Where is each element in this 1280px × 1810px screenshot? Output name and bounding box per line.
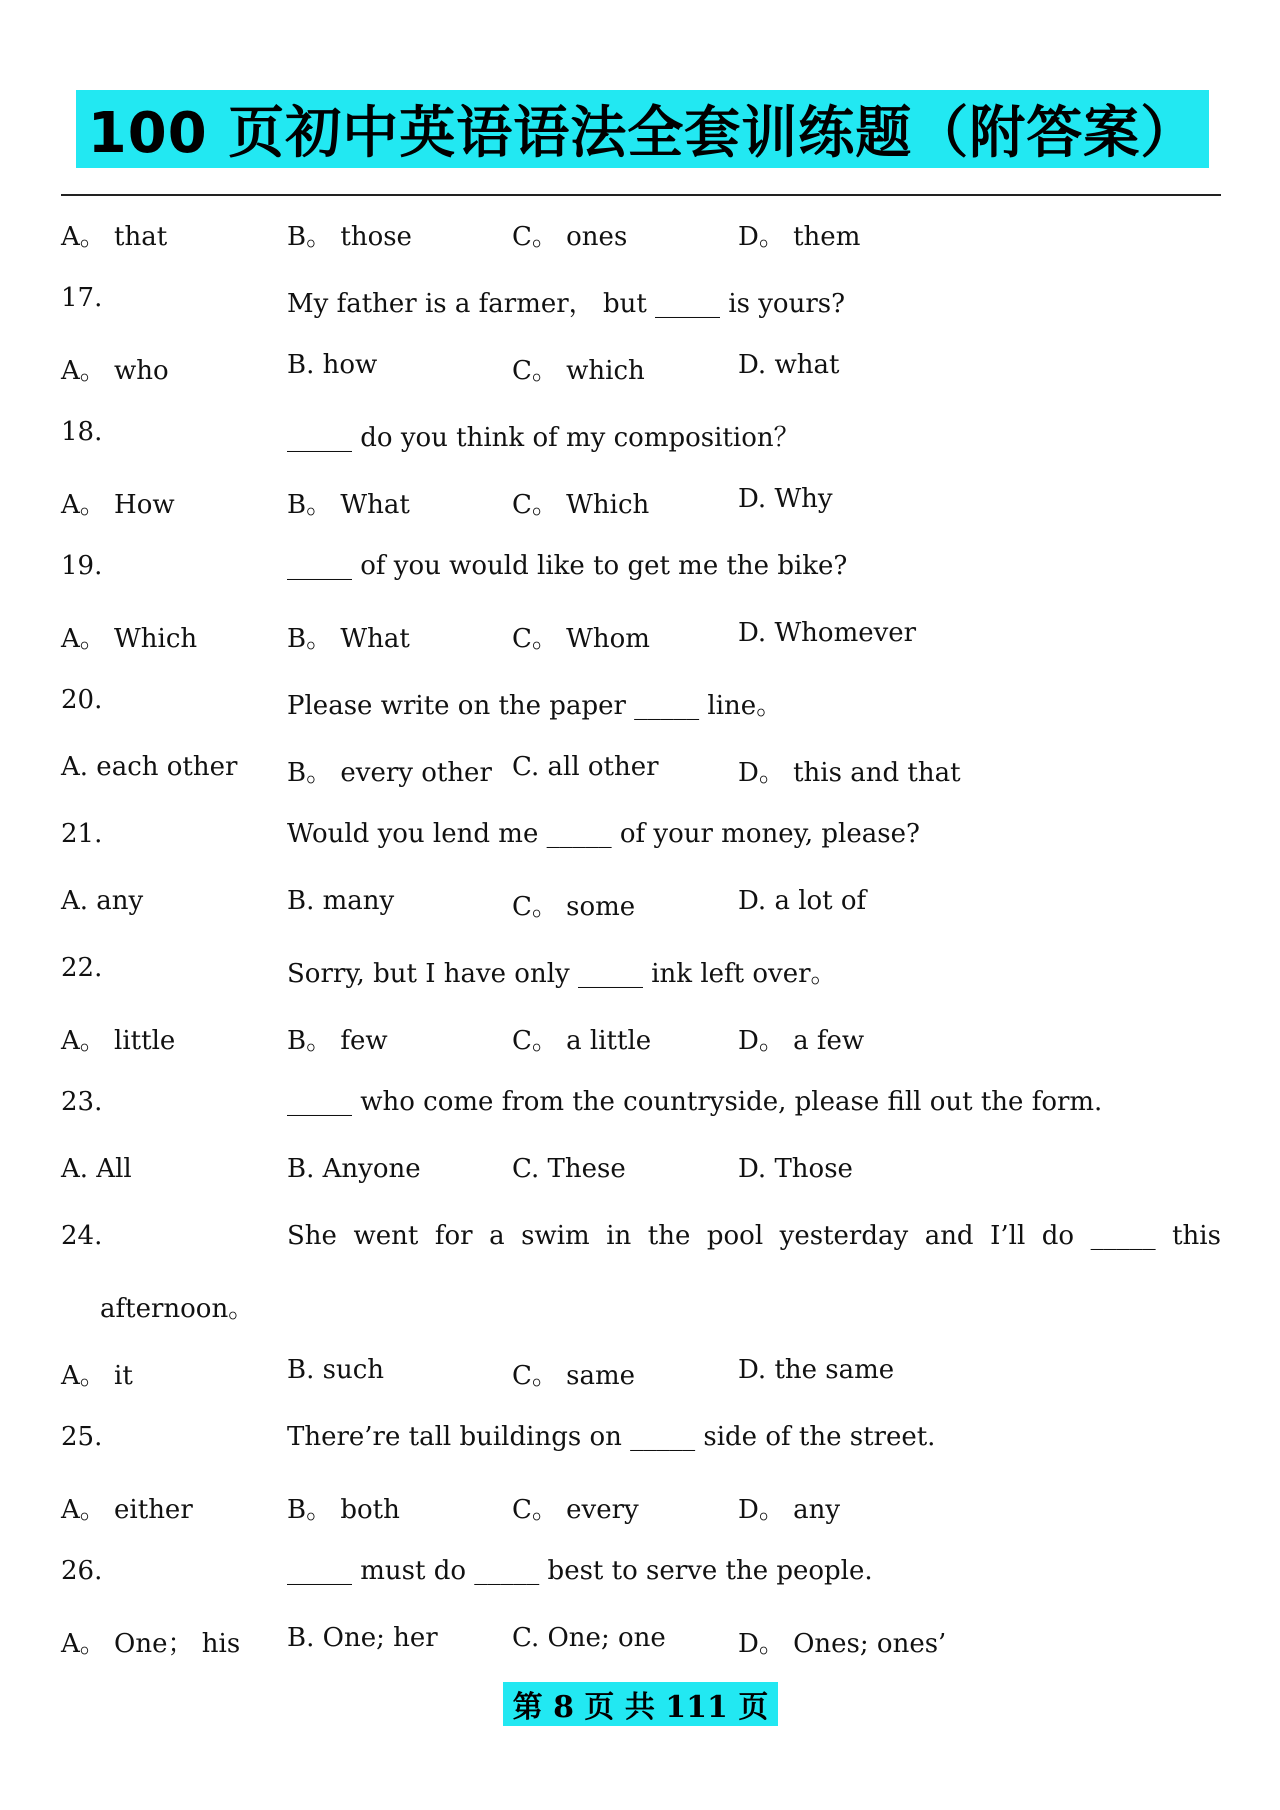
question-text: Would you lend me _____ of your money, please?	[287, 819, 920, 849]
option-c: C。 Which	[512, 490, 650, 520]
option-c: C。 ones	[512, 222, 628, 252]
question-row	[0, 943, 1280, 1010]
question-number: 17.	[61, 283, 103, 313]
question-continuation: afternoon。	[100, 1294, 255, 1324]
option-d: D. the same	[738, 1355, 895, 1385]
word: pool	[706, 1221, 764, 1251]
option-c: C. These	[512, 1154, 626, 1184]
option-b: B。 few	[287, 1026, 388, 1056]
option-b: B。 What	[287, 624, 410, 654]
question-text: There’re tall buildings on _____ side of the street.	[287, 1422, 936, 1452]
option-row	[0, 474, 1280, 541]
question-text: Sorry, but I have only _____ ink left over。	[287, 959, 837, 989]
option-c: C. One; one	[512, 1623, 666, 1653]
option-b: B。 every other	[287, 758, 492, 788]
question-number: 25.	[61, 1422, 103, 1452]
option-row	[0, 1613, 1280, 1680]
question-text: _____ must do _____ best to serve the people.	[287, 1556, 873, 1586]
option-d: D. Whomever	[738, 618, 917, 648]
question-number: 21.	[61, 819, 103, 849]
question-number: 22.	[61, 953, 103, 983]
page-number: 第 8 页 共 111 页	[512, 1690, 769, 1725]
option-a: A。 it	[61, 1361, 133, 1391]
page-footer	[503, 1682, 778, 1726]
option-row	[0, 340, 1280, 407]
question-text: Please write on the paper _____ line。	[287, 691, 783, 721]
option-b: B。 those	[287, 222, 412, 252]
word: a	[489, 1221, 505, 1251]
option-a: A。 either	[61, 1495, 193, 1525]
question-row	[0, 273, 1280, 340]
option-row	[0, 1144, 1280, 1211]
option-row	[0, 742, 1280, 809]
option-a: A。 Which	[61, 624, 198, 654]
word: She	[287, 1221, 337, 1251]
option-d: D. Why	[738, 484, 833, 514]
option-a: A. each other	[61, 752, 238, 782]
option-row	[0, 1010, 1280, 1077]
option-d: D。 a few	[738, 1026, 865, 1056]
question-row	[0, 1546, 1280, 1613]
option-c: C。 which	[512, 356, 645, 386]
word: the	[647, 1221, 691, 1251]
question-row	[0, 1211, 1280, 1278]
option-b: B。 both	[287, 1495, 400, 1525]
question-text: My father is a farmer， but _____ is yours?	[287, 289, 846, 319]
word: yesterday	[779, 1221, 909, 1251]
option-row	[0, 1479, 1280, 1546]
option-c: C。 some	[512, 892, 636, 922]
option-a: A。 who	[61, 356, 169, 386]
option-c: C。 a little	[512, 1026, 652, 1056]
option-c: C。 same	[512, 1361, 636, 1391]
option-d: D。 any	[738, 1495, 841, 1525]
question-text: _____ of you would like to get me the bike?	[287, 551, 848, 581]
option-a: A. any	[61, 886, 144, 916]
word: swim	[521, 1221, 590, 1251]
option-row	[0, 876, 1280, 943]
word: _____	[1090, 1221, 1156, 1251]
option-d: D。 Ones; ones’	[738, 1629, 947, 1659]
question-text: _____ who come from the countryside, please fill out the form.	[287, 1087, 1103, 1117]
option-b: B。 What	[287, 490, 410, 520]
question-number: 18.	[61, 417, 103, 447]
option-row	[0, 206, 1280, 273]
option-a: A。 One； his	[61, 1629, 241, 1659]
question-number: 23.	[61, 1087, 103, 1117]
question-number: 24.	[61, 1221, 103, 1251]
question-text-justified	[287, 1221, 1221, 1251]
exercise-body	[0, 206, 1280, 1680]
option-a: A。 How	[61, 490, 175, 520]
header-divider	[61, 194, 1221, 196]
option-d: D. what	[738, 350, 840, 380]
option-a: A。 that	[61, 222, 168, 252]
word: went	[353, 1221, 419, 1251]
question-row	[0, 1412, 1280, 1479]
option-b: B. such	[287, 1355, 385, 1385]
question-row	[0, 541, 1280, 608]
option-d: D。 them	[738, 222, 861, 252]
option-d: D。 this and that	[738, 758, 961, 788]
question-row	[0, 407, 1280, 474]
word: do	[1041, 1221, 1075, 1251]
option-a: A。 little	[61, 1026, 176, 1056]
option-a: A. All	[61, 1154, 132, 1184]
option-b: B. how	[287, 350, 378, 380]
option-c: C. all other	[512, 752, 659, 782]
option-row	[0, 608, 1280, 675]
question-row	[0, 675, 1280, 742]
word: in	[606, 1221, 632, 1251]
option-d: D. Those	[738, 1154, 853, 1184]
option-row	[0, 1345, 1280, 1412]
question-number: 19.	[61, 551, 103, 581]
question-continuation-row	[0, 1278, 1280, 1345]
option-c: C。 Whom	[512, 624, 650, 654]
word: for	[434, 1221, 473, 1251]
question-text: _____ do you think of my composition？	[287, 423, 800, 453]
question-number: 20.	[61, 685, 103, 715]
option-b: B. Anyone	[287, 1154, 421, 1184]
option-d: D. a lot of	[738, 886, 867, 916]
option-b: B. many	[287, 886, 395, 916]
question-row	[0, 809, 1280, 876]
word: I’ll	[990, 1221, 1026, 1251]
option-c: C。 every	[512, 1495, 639, 1525]
question-number: 26.	[61, 1556, 103, 1586]
title-banner	[76, 90, 1209, 168]
question-row	[0, 1077, 1280, 1144]
option-b: B. One; her	[287, 1623, 438, 1653]
word: and	[924, 1221, 974, 1251]
page-title: 100 页初中英语语法全套训练题（附答案）	[87, 101, 1198, 166]
word: this	[1172, 1221, 1221, 1251]
